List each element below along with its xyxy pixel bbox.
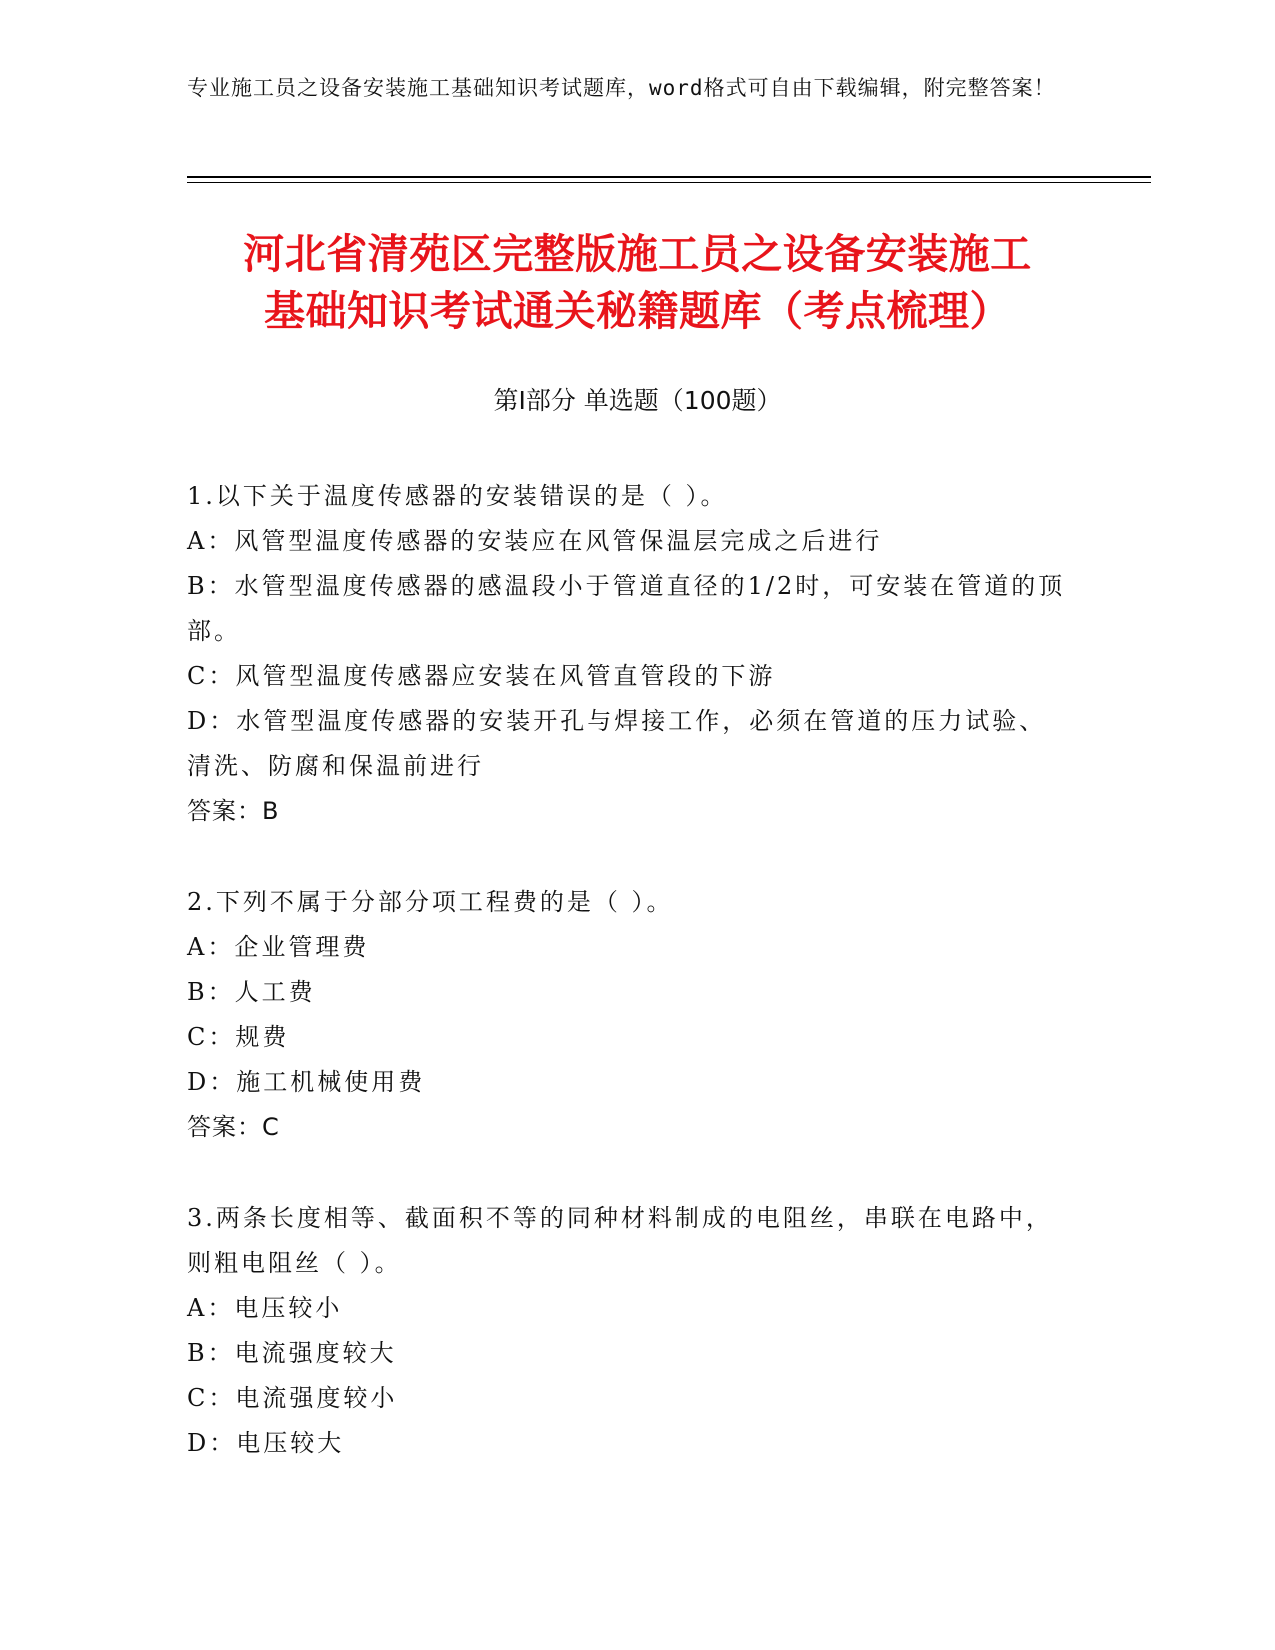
option-b: B：水管型温度传感器的感温段小于管道直径的1/2时，可安装在管道的顶部。 (187, 572, 1066, 645)
document-title (150, 226, 1125, 340)
option-b: B：电流强度较大 (187, 1339, 397, 1367)
option-d: D：水管型温度传感器的安装开孔与焊接工作，必须在管道的压力试验、清洗、防腐和保温前进行 (187, 707, 1047, 780)
answer: 答案：B (187, 797, 280, 825)
header-divider-thick (187, 176, 1151, 178)
option-a: A：电压较小 (187, 1294, 343, 1322)
question-3 (187, 1196, 1067, 1466)
option-b: B：人工费 (187, 978, 316, 1006)
option-d: D：电压较大 (187, 1429, 345, 1457)
question-stem: 2.下列不属于分部分项工程费的是（ ）。 (187, 888, 674, 916)
option-c: C：规费 (187, 1023, 290, 1051)
section-heading: 第Ⅰ部分 单选题（100题） (493, 386, 782, 415)
option-a: A：风管型温度传感器的安装应在风管保温层完成之后进行 (187, 527, 883, 555)
header-divider-thin (187, 182, 1151, 183)
question-1 (187, 474, 1067, 834)
option-a: A：企业管理费 (187, 933, 370, 961)
title-line-2: 基础知识考试通关秘籍题库（考点梳理） (264, 287, 1011, 335)
answer: 答案：C (187, 1113, 280, 1141)
question-list (187, 474, 1067, 1512)
question-stem: 1.以下关于温度传感器的安装错误的是（ ）。 (187, 482, 728, 510)
question-2 (187, 880, 1067, 1150)
question-stem: 3.两条长度相等、截面积不等的同种材料制成的电阻丝，串联在电路中，则粗电阻丝（ ）。 (187, 1204, 1053, 1277)
option-d: D：施工机械使用费 (187, 1068, 426, 1096)
title-line-1: 河北省清苑区完整版施工员之设备安装施工 (243, 230, 1032, 278)
option-c: C：电流强度较小 (187, 1384, 398, 1412)
header-note: 专业施工员之设备安装施工基础知识考试题库，word格式可自由下载编辑，附完整答案！ (187, 76, 1056, 100)
option-c: C：风管型温度传感器应安装在风管直管段的下游 (187, 662, 776, 690)
